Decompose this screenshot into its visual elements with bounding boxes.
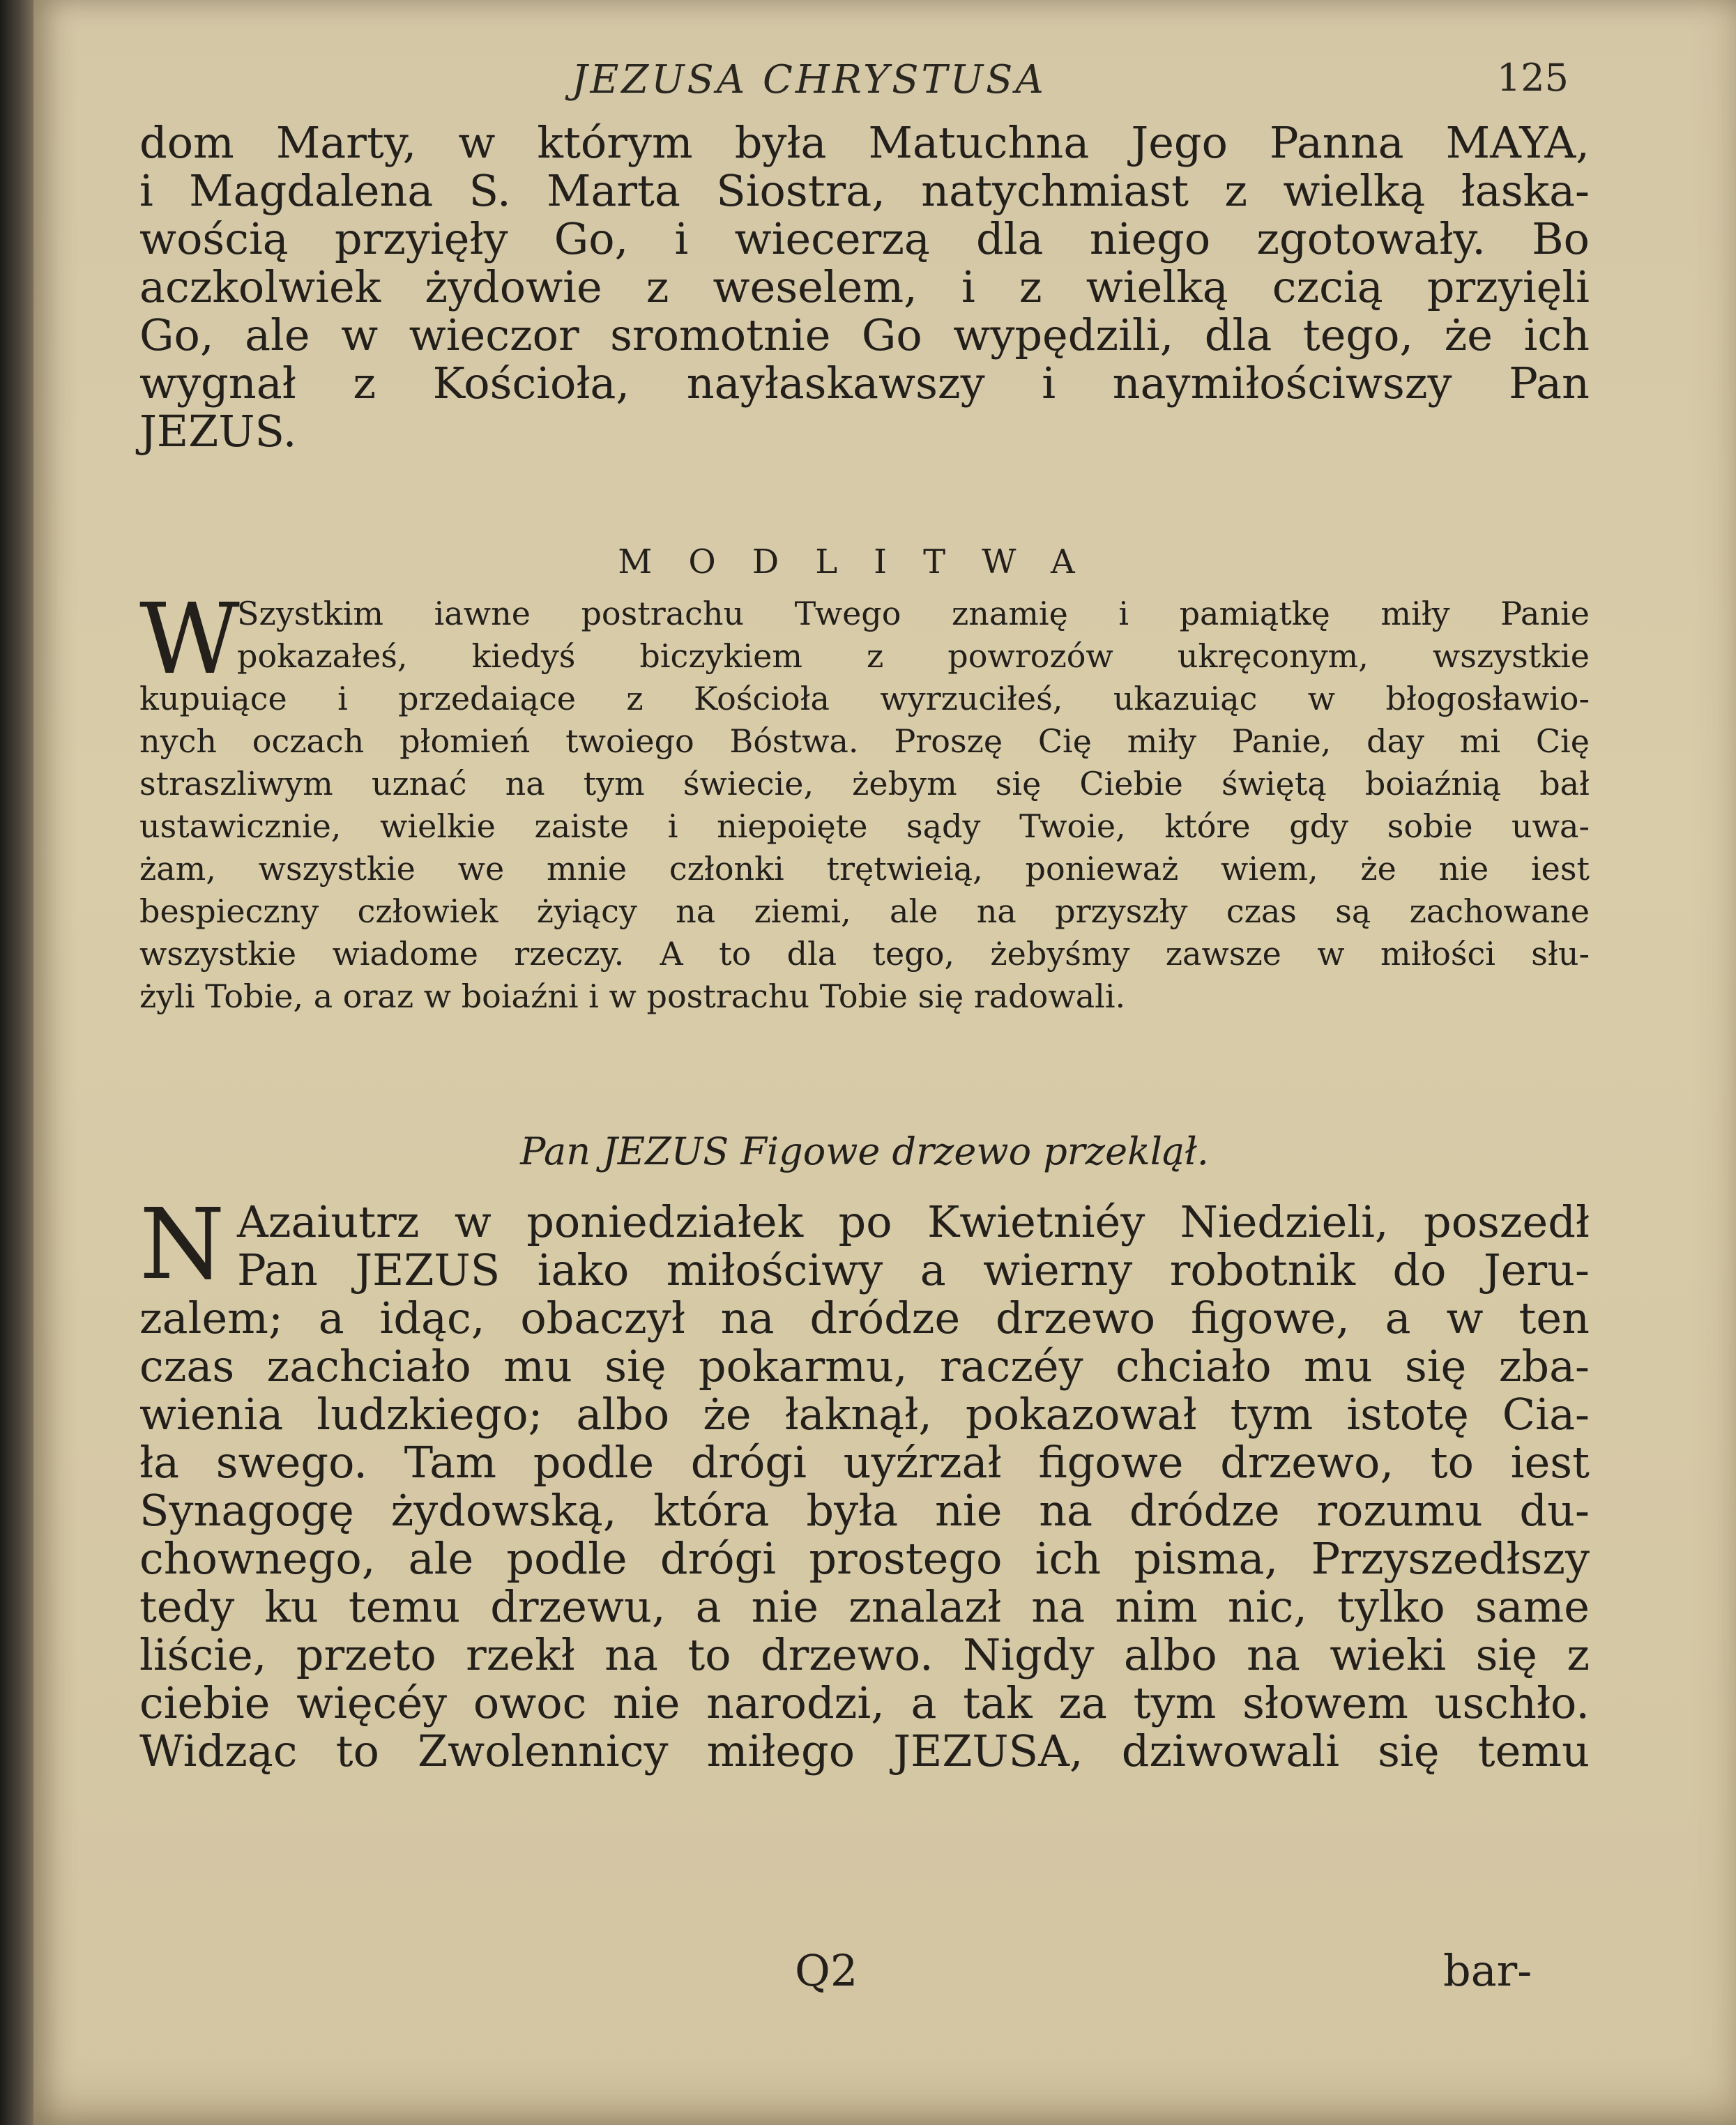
text-line: tedy ku temu drzewu, a nie znalazł na nim nic, tylko same xyxy=(139,1581,1590,1632)
text-line: i Magdalena S. Marta Siostra, natychmiast z wielką łaska- xyxy=(139,165,1590,216)
page-number: 125 xyxy=(1496,56,1569,100)
text-line: dom Marty, w którym była Matuchna Jego Panna MAYA, xyxy=(139,117,1590,168)
top-paragraph xyxy=(139,119,1590,455)
text-line: straszliwym uznać na tym świecie, żebym się Ciebie świętą boiaźnią bał xyxy=(139,765,1590,802)
text-line: nych oczach płomień twoiego Bóstwa. Proszę Cię miły Panie, day mi Cię xyxy=(139,722,1590,760)
text-line: wienia ludzkiego; albo że łaknął, pokazował tym istotę Cia- xyxy=(139,1389,1590,1440)
text-line: ciebie więcéy owoc nie narodzi, a tak za tym słowem uschło. xyxy=(139,1677,1590,1728)
text-line: ustawicznie, wielkie zaiste i niepoięte sądy Twoie, które gdy sobie uwa- xyxy=(139,807,1590,845)
text-line: Pan JEZUS iako miłościwy a wierny robotnik do Jeru- xyxy=(237,1244,1590,1295)
text-line: JEZUS. xyxy=(139,406,297,457)
text-line: Go, ale w wieczor sromotnie Go wypędzili, dla tego, że ich xyxy=(139,310,1590,360)
signature-mark: Q2 xyxy=(795,1945,858,1996)
catchword: bar- xyxy=(1443,1945,1532,1996)
prayer-heading: MODLITWA xyxy=(618,542,1111,581)
text-line: pokazałeś, kiedyś biczykiem z powrozów ukręconym, wszystkie xyxy=(237,637,1590,675)
text-line: kupuiące i przedaiące z Kościoła wyrzuciłeś, ukazuiąc w błogosławio- xyxy=(139,680,1590,717)
text-line: ła swego. Tam podle drógi uyźrzał figowe drzewo, to iest xyxy=(139,1437,1590,1488)
text-line: aczkolwiek żydowie z weselem, i z wielką czcią przyięli xyxy=(139,261,1590,312)
text-line: wygnał z Kościoła, nayłaskawszy i naymiłościwszy Pan xyxy=(139,358,1590,409)
text-line: Azaiutrz w poniedziałek po Kwietniéy Niedzieli, poszedł xyxy=(237,1196,1590,1247)
text-line: chownego, ale podle drógi prostego ich pisma, Przyszedłszy xyxy=(139,1533,1590,1584)
text-line: Widząc to Zwolennicy miłego JEZUSA, dziwowali się temu xyxy=(139,1726,1590,1776)
book-gutter xyxy=(0,0,33,2125)
text-line: żyli Tobie, a oraz w boiaźni i w postrachu Tobie się radowali. xyxy=(139,977,1126,1015)
prayer-drop-cap: W xyxy=(139,583,240,696)
running-head-title: JEZUSA CHRYSTUSA xyxy=(572,57,1046,102)
text-line: liście, przeto rzekł na to drzewo. Nigdy albo na wieki się z xyxy=(139,1629,1590,1680)
text-line: żam, wszystkie we mnie członki trętwieią, ponieważ wiem, że nie iest xyxy=(139,850,1590,888)
prayer-body xyxy=(139,583,1590,1018)
section-body xyxy=(139,1188,1590,1776)
text-line: czas zachciało mu się pokarmu, raczéy chciało mu się zba- xyxy=(139,1341,1590,1392)
section-drop-cap: N xyxy=(139,1188,225,1302)
text-line: wszystkie wiadome rzeczy. A to dla tego, żebyśmy zawsze w miłości słu- xyxy=(139,935,1590,973)
text-line: wością przyięły Go, i wiecerzą dla niego zgotowały. Bo xyxy=(139,213,1590,264)
section-title: Pan JEZUS Figowe drzewo przeklął. xyxy=(520,1129,1209,1173)
text-line: Szystkim iawne postrachu Twego znamię i pamiątkę miły Panie xyxy=(237,595,1590,632)
running-head xyxy=(125,43,1569,106)
text-line: Synagogę żydowską, która była nie na dródze rozumu du- xyxy=(139,1485,1590,1536)
text-line: zalem; a idąc, obaczył na dródze drzewo figowe, a w ten xyxy=(139,1293,1590,1343)
text-line: bespieczny człowiek żyiący na ziemi, ale na przyszły czas są zachowane xyxy=(139,892,1590,930)
